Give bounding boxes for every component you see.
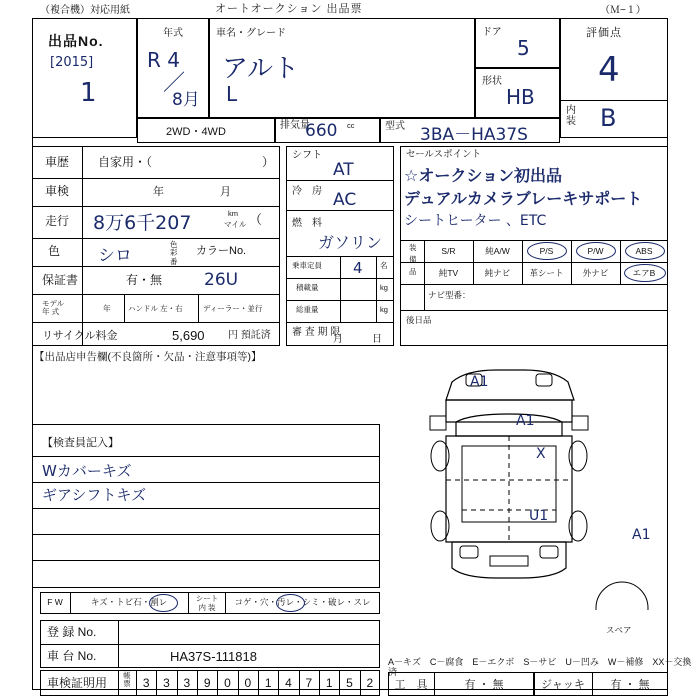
inspector-line-5 <box>32 560 380 561</box>
equipment-label-2: 備 <box>409 255 417 264</box>
equipment-cell-outnavi: 外ナビ <box>582 268 609 278</box>
certificate-digit-divider <box>238 670 239 696</box>
fuel-label: 燃 料 <box>292 218 322 229</box>
certificate-digit-divider <box>278 670 279 696</box>
damage-cell-fw: F W <box>47 597 63 607</box>
modelyear-dealer: ディーラー・並行 <box>203 304 263 313</box>
registration-label: 登 録 No. <box>47 625 97 639</box>
left-row-4 <box>32 266 280 267</box>
chassis-label: 車 台 No. <box>47 649 97 663</box>
mid-col-divider-2 <box>376 256 377 322</box>
drive-value: 2WD・4WD <box>166 126 226 138</box>
mileage-paren: （ <box>249 212 263 227</box>
deadline-day: 日 <box>372 334 382 345</box>
modelyear-div1 <box>124 294 125 322</box>
modelyear-label: モデル 年 式 <box>42 299 65 317</box>
year-label: 年式 <box>163 28 183 39</box>
circle-airbag <box>624 264 666 282</box>
certificate-digit: 1 <box>264 676 272 690</box>
equipment-label-1: 装 <box>409 243 417 252</box>
rating-divider <box>560 100 668 101</box>
certificate-digit-divider <box>197 670 198 696</box>
equipment-row-div <box>400 262 668 263</box>
certificate-digit-divider <box>217 670 218 696</box>
warranty-value: 有・無 <box>126 273 163 287</box>
color-label: 色 <box>48 244 61 258</box>
inspector-line-1 <box>32 456 380 457</box>
seller-note-label: 【出品店申告欄(不良箇所・欠品・注意事項等)】 <box>34 351 262 363</box>
inspector-label: 【検査員記入】 <box>42 437 119 449</box>
certificate-digit: 3 <box>163 676 170 690</box>
mileage-label: 走行 <box>45 214 70 228</box>
mileage-value: 8万6千207 <box>93 212 192 234</box>
total-weight-label: 総重量 <box>296 305 319 314</box>
nav-model-label: ナビ型番： <box>428 290 471 300</box>
rating-label: 評価点 <box>586 27 622 39</box>
displacement-cc: cc <box>347 121 355 130</box>
displacement-value: 660 <box>305 121 338 141</box>
body-label: 車歴 <box>45 155 70 169</box>
inspector-note-1: Wカバーキズ <box>42 462 132 480</box>
damage-cell-burn: コゲ・穴・汚レ・シミ・破レ・スレ <box>234 597 371 607</box>
left-row-3 <box>32 238 280 239</box>
certificate-digit-divider <box>177 670 178 696</box>
shape-label: 形状 <box>482 76 502 87</box>
colorno-label: カラーNo. <box>196 245 247 257</box>
tools-value: 有 ・ 無 <box>464 679 504 691</box>
diagram-damage-mark: A1 <box>470 374 489 390</box>
circle-yogore <box>276 594 305 612</box>
warranty-hand: 26U <box>204 270 239 290</box>
certificate-digit: 3 <box>142 676 150 690</box>
diagram-damage-mark: U1 <box>529 508 549 524</box>
capacity-value: 4 <box>353 259 363 277</box>
equipment-cell-ps: P/S <box>539 246 554 256</box>
ac-value: AC <box>333 190 357 210</box>
sales-point-line-1: ☆オークション初出品 <box>404 166 563 185</box>
month-value: 8月 <box>172 90 200 110</box>
inspection-label: 車検 <box>45 184 70 198</box>
car-diagram <box>400 360 668 635</box>
header-right: （Ｍ−１） <box>600 5 646 16</box>
displacement-label: 排気量 <box>280 120 310 131</box>
certificate-digit: 7 <box>305 676 313 690</box>
load-label: 積載量 <box>296 283 319 292</box>
modelyear-year: 年 <box>103 304 111 313</box>
left-row-2 <box>32 206 280 207</box>
year-slash: ／ <box>163 71 186 96</box>
certificate-digit: 0 <box>244 676 252 690</box>
certificate-digit: 9 <box>203 676 211 690</box>
certificate-digit-divider <box>319 670 320 696</box>
capacity-unit: 名 <box>380 261 388 270</box>
inspection-year: 年 <box>153 186 164 198</box>
sales-point-line-3: シートヒーター 、ETC <box>404 213 547 229</box>
circle-ware <box>149 594 178 612</box>
lot-label: 出品No. <box>48 33 104 49</box>
car-name-value: アルト <box>222 54 299 84</box>
equipment-bottom-div <box>400 284 668 285</box>
car-diagram-svg <box>400 360 668 610</box>
circle-pw <box>576 242 616 260</box>
certificate-digit: 1 <box>325 676 333 690</box>
model-code-label: 型式 <box>385 121 405 132</box>
damage-cell-scratch: キズ・トビ石・割レ <box>90 597 168 607</box>
certificate-digit: 4 <box>285 676 292 690</box>
diagram-damage-mark: X <box>536 446 546 462</box>
jack-value: 有 ・ 無 <box>610 679 650 691</box>
total-weight-unit: kg <box>380 305 388 314</box>
certificate-sub: 帳 票 <box>123 671 131 689</box>
sales-point-line-2: デュアルカメラブレーキサポート <box>404 189 643 208</box>
door-value: 5 <box>517 36 530 60</box>
certificate-digit-divider <box>156 670 157 696</box>
certificate-digit-divider <box>258 670 259 696</box>
color-value: シロ <box>98 246 132 266</box>
color-code-label: 色 彩 番 <box>170 240 178 266</box>
rating-value: 4 <box>598 50 620 90</box>
mileage-mile: マイル <box>224 220 247 229</box>
capacity-label: 乗車定員 <box>292 261 322 270</box>
sheet-header <box>0 0 700 16</box>
circle-abs <box>625 242 665 260</box>
mid-row-2 <box>286 210 394 211</box>
recycle-unit: 円 預託済 <box>228 330 271 341</box>
model-code-value: 3BA－HA37S <box>420 125 528 145</box>
recycle-label: リサイクル料金 <box>42 330 118 342</box>
chassis-value: HA37S-111818 <box>170 649 257 664</box>
certificate-digit-divider <box>299 670 300 696</box>
door-label: ドア <box>482 27 502 38</box>
mid-row-6 <box>286 322 394 323</box>
mid-row-1 <box>286 180 394 181</box>
tools-label: 工 具 <box>394 679 428 691</box>
lot-year: [2015] <box>50 55 94 70</box>
sales-point-div-1 <box>400 240 668 241</box>
inspector-note-2: ギアシフトキズ <box>42 486 147 504</box>
certificate-digit-divider <box>360 670 361 696</box>
certificate-digit-divider <box>339 670 340 696</box>
left-row-5 <box>32 294 280 295</box>
left-detail-col-divider <box>82 146 83 346</box>
body-tail: ） <box>262 155 275 169</box>
circle-ps <box>527 242 567 260</box>
deadline-month: 月 <box>333 334 343 345</box>
modelyear-handle: ハンドル 左・右 <box>128 304 183 313</box>
spare-label: スペア <box>606 625 632 635</box>
equipment-cell-leather: 革シート <box>529 268 564 278</box>
certificate-digit: 5 <box>346 676 353 690</box>
deadline-label: 審 査 期 限 <box>292 327 341 338</box>
ac-label: 冷 房 <box>292 186 322 197</box>
inspector-line-2 <box>32 482 380 483</box>
certificate-digit: 2 <box>366 676 374 690</box>
equipment-cell-airbag: エアB <box>632 268 656 278</box>
shift-value: AT <box>333 160 354 180</box>
diagram-damage-mark: A1 <box>632 527 651 543</box>
header-center: オートオークション 出品票 <box>215 3 363 15</box>
fuel-value: ガソリン <box>318 233 383 252</box>
certificate-digit: 3 <box>183 676 191 690</box>
body-value: 自家用・（ <box>98 155 153 169</box>
equipment-cell-navi: 純ナビ <box>484 268 511 278</box>
footer-legend-line: A－キズ C－腐食 E－エクボ S－サビ U－凹み W－補修 XX－交換済 <box>388 657 692 677</box>
car-grade-value: L <box>226 82 238 106</box>
modelyear-div2 <box>198 294 199 322</box>
mileage-km: km <box>228 209 238 218</box>
equipment-cell-abs: ABS <box>635 246 653 256</box>
car-name-label: 車名・グレード <box>216 28 286 39</box>
lot-number: 1 <box>80 78 97 108</box>
inspection-month: 月 <box>220 186 231 198</box>
equipment-cell-tv: 純TV <box>438 268 459 278</box>
interior-value: B <box>600 104 617 132</box>
jack-label: ジャッキ <box>541 679 585 691</box>
later-div <box>400 310 668 311</box>
damage-cell-seat: シート 内 装 <box>195 594 219 613</box>
later-label: 後日品 <box>406 315 432 325</box>
sales-point-label: セールスポイント <box>406 149 482 160</box>
warranty-label: 保証書 <box>42 273 79 287</box>
equipment-cell-pw: P/W <box>587 246 604 256</box>
left-row-1 <box>32 178 280 179</box>
certificate-label: 車検証明用 <box>47 676 108 690</box>
registration-col <box>118 620 119 668</box>
equipment-cell-aw: 純A/W <box>485 246 510 256</box>
interior-label: 内 装 <box>566 105 576 127</box>
left-row-6 <box>32 322 280 323</box>
diagram-damage-mark: A1 <box>516 413 535 429</box>
equipment-cell-sr: S/R <box>441 246 456 256</box>
header-left: （複合機）対応用紙 <box>40 5 130 16</box>
certificate-digit: 0 <box>224 676 231 690</box>
inspector-line-3 <box>32 508 380 509</box>
equipment-label-3: 品 <box>409 267 417 276</box>
shift-label: シフト <box>292 150 322 161</box>
inspector-line-4 <box>32 534 380 535</box>
recycle-value: 5,690 <box>172 328 205 343</box>
registration-divider <box>40 644 380 645</box>
shape-value: HB <box>506 85 535 109</box>
mid-col-divider-1 <box>340 256 341 322</box>
year-value: R 4 <box>147 48 180 72</box>
load-unit: kg <box>380 283 388 292</box>
